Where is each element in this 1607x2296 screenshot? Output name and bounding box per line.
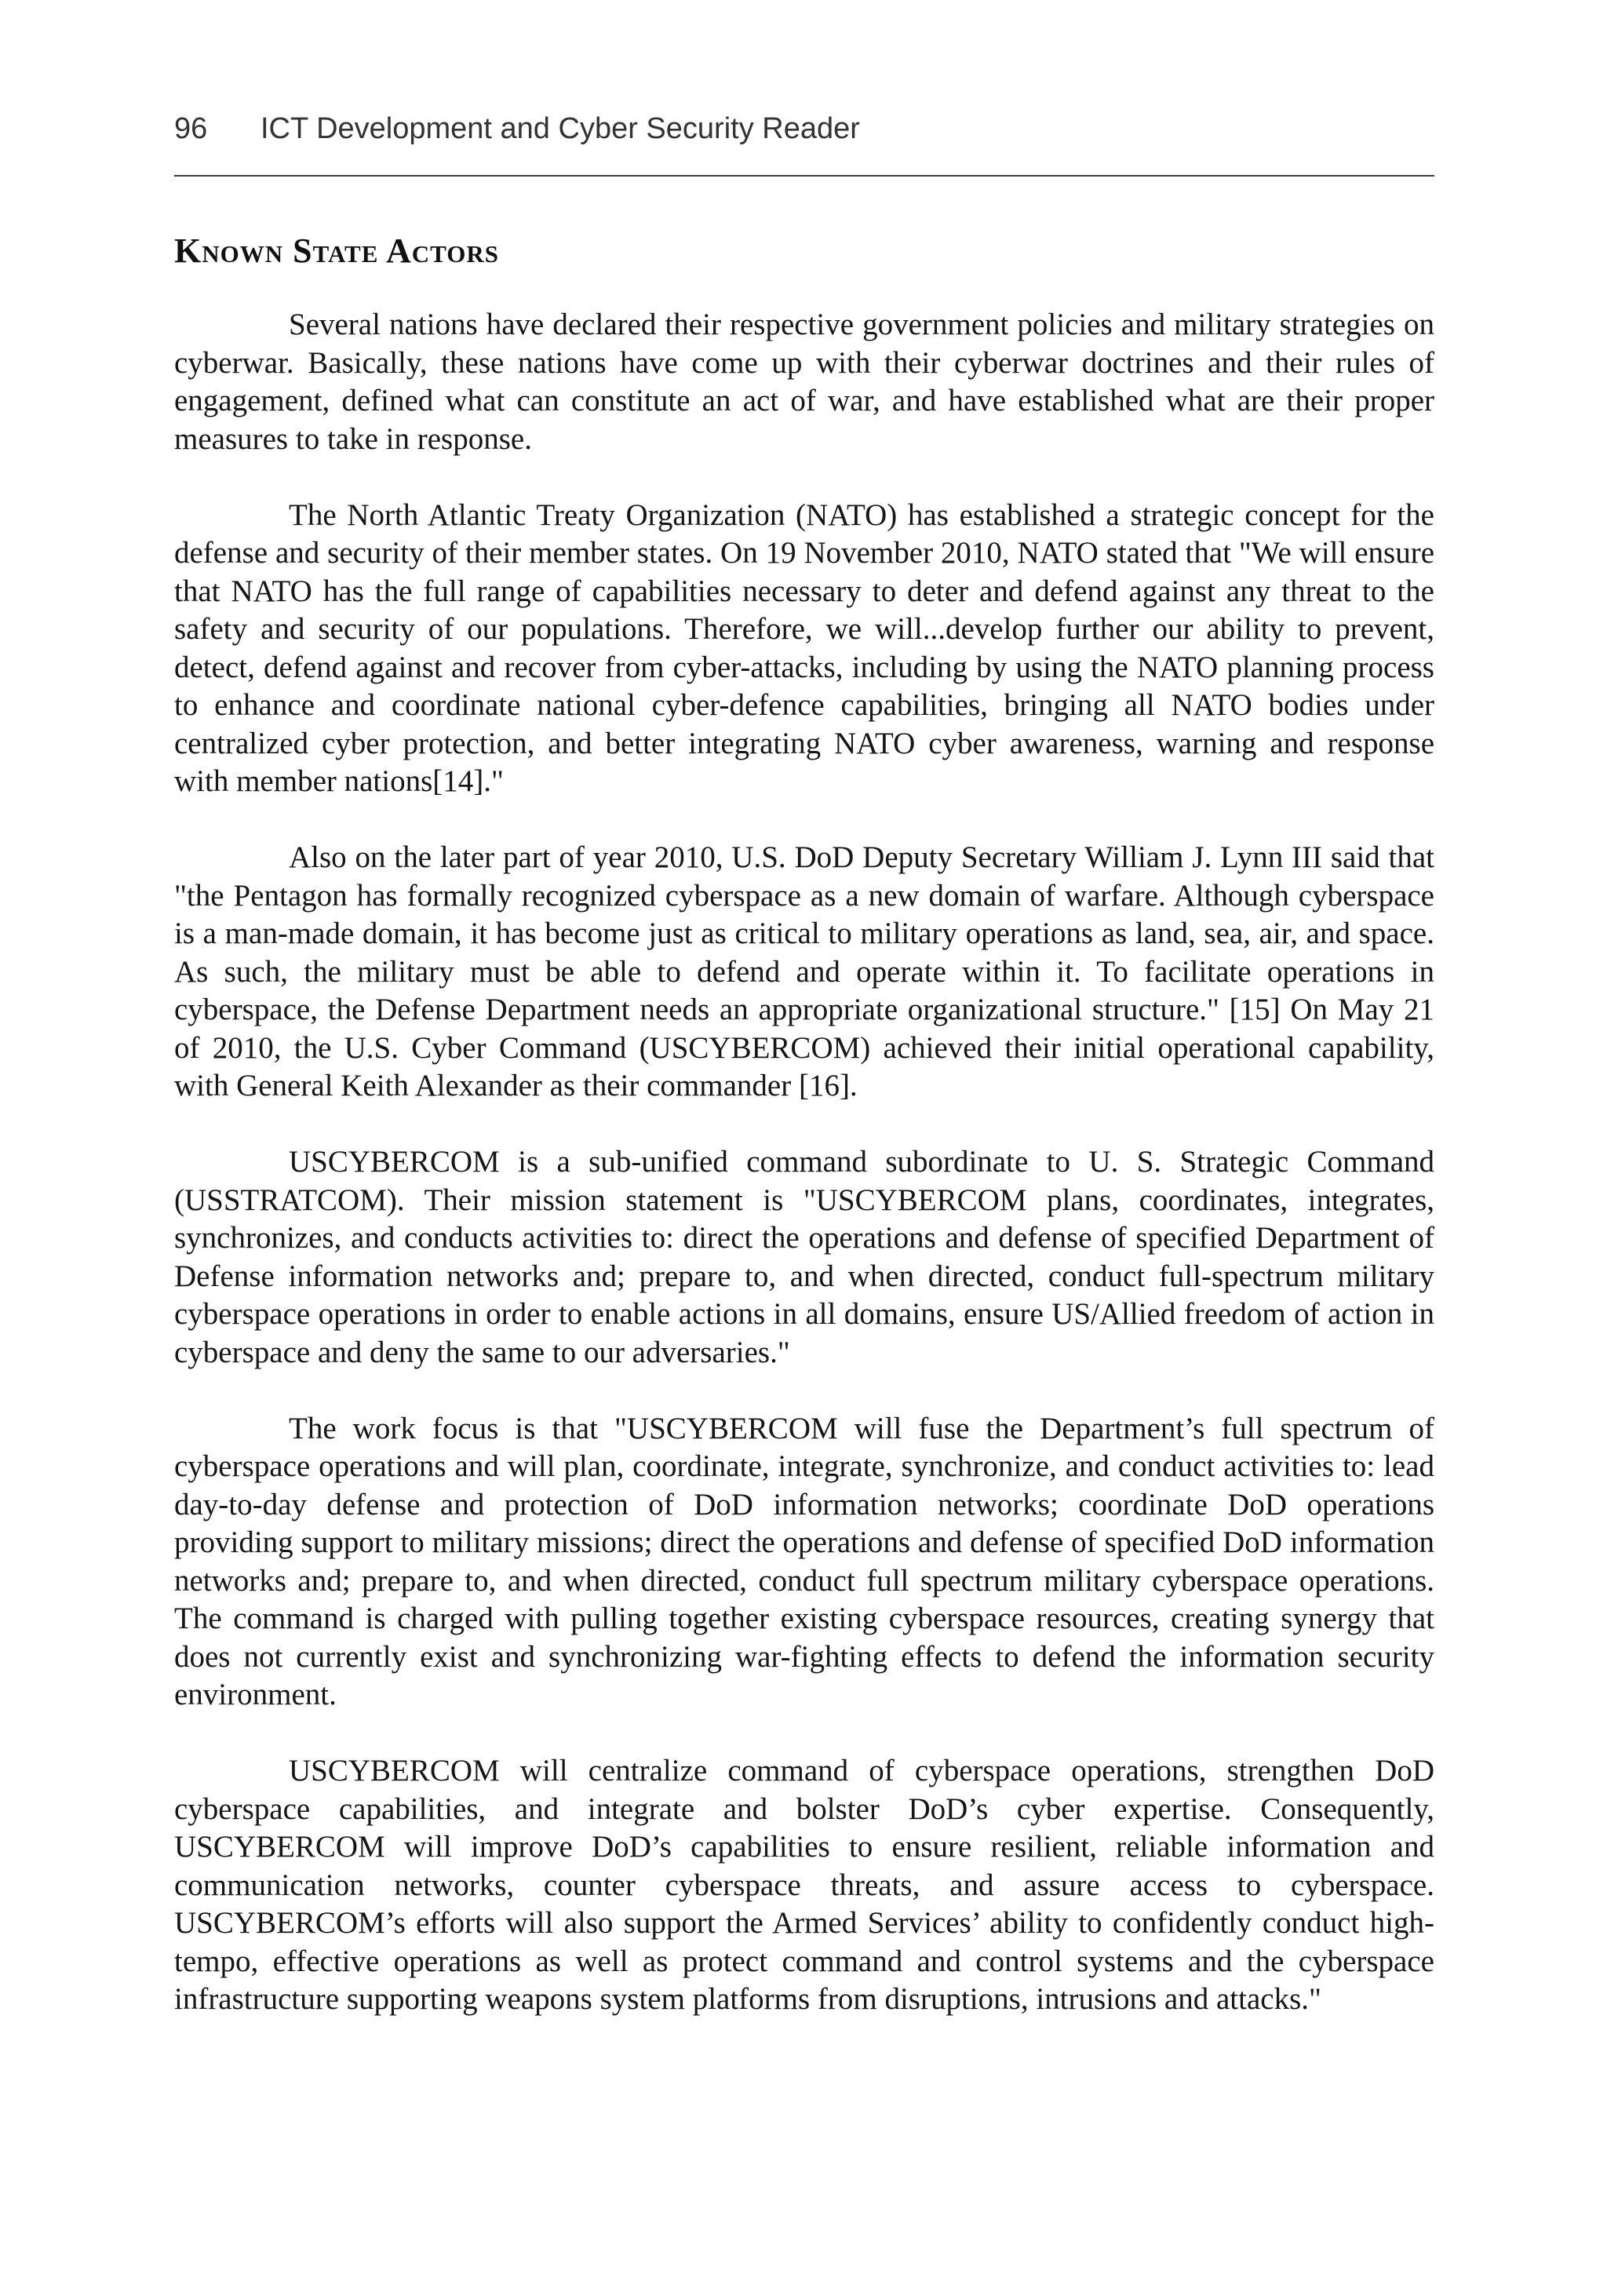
- paragraph: The North Atlantic Treaty Organization (NATO) has established a strategic concept for the defense and security of their member states. On 19 November 2010, NATO stated that "We will ensure that NATO has the full range of capabilities necessary to deter and defend against any threat to the safety and security of our populations. Therefore, we will...develop further our ability to prevent, detect, defend against and recover from cyber-attacks, including by using the NATO planning process to enhance and coordinate national cyber-defence capabilities, bringing all NATO bodies under centralized cyber protection, and better integrating NATO cyber awareness, warning and response with member nations[14].": [174, 497, 1434, 798]
- paragraph: Several nations have declared their respective government policies and military strategies on cyberwar. Basically, these nations have come up with their cyberwar doctrines and their rules of engagement, defined what can constitute an act of war, and have established what are their proper measures to take in response.: [174, 308, 1434, 456]
- paragraph: Also on the later part of year 2010, U.S. DoD Deputy Secretary William J. Lynn III said that "the Pentagon has formally recognized cyberspace as a new domain of warfare. Although cyberspace is a man-made domain, it has become just as critical to military operations as land, sea, air, and space. As such, the military must be able to defend and operate within it. To facilitate operations in cyberspace, the Defense Department needs an appropriate organizational structure." [15] On May 21 of 2010, the U.S. Cyber Command (USCYBERCOM) achieved their initial operational capability, with General Keith Alexander as their commander [16].: [174, 840, 1434, 1102]
- body-text: [174, 306, 1434, 2057]
- paragraph: USCYBERCOM will centralize command of cyberspace operations, strengthen DoD cyberspace capabilities, and integrate and bolster DoD’s cyber expertise. Consequently, USCYBERCOM will improve DoD’s capabilities to ensure resilient, reliable information and communication networks, counter cyberspace threats, and assure access to cyberspace. USCYBERCOM’s efforts will also support the Armed Services’ ability to confidently conduct high-tempo, effective operations as well as protect command and control systems and the cyberspace infrastructure supporting weapons system platforms from disruptions, intrusions and attacks.": [174, 1754, 1434, 2016]
- running-header: [174, 112, 1434, 177]
- paragraph: The work focus is that "USCYBERCOM will fuse the Department’s full spectrum of cyberspace operations and will plan, coordinate, integrate, synchronize, and conduct activities to: lead day-to-day defense and protection of DoD information networks; coordinate DoD operations providing support to military missions; direct the operations and defense of specified DoD information networks and; prepare to, and when directed, conduct full spectrum military cyberspace operations. The command is charged with pulling together existing cyberspace resources, creating synergy that does not currently exist and synchronizing war-fighting effects to defend the information security environment.: [174, 1411, 1434, 1711]
- paragraph: USCYBERCOM is a sub-unified command subordinate to U. S. Strategic Command (USSTRATCOM). Their mission statement is "USCYBERCOM plans, coordinates, integrates, synchronizes, and conducts activities to: direct the operations and defense of specified Department of Defense information networks and; prepare to, and when directed, conduct full-spectrum military cyberspace operations in order to enable actions in all domains, ensure US/Allied freedom of action in cyberspace and deny the same to our adversaries.": [174, 1145, 1434, 1369]
- page-number: 96: [174, 112, 208, 145]
- book-title: ICT Development and Cyber Security Reader: [261, 112, 860, 145]
- section-heading: Known State Actors: [174, 231, 499, 270]
